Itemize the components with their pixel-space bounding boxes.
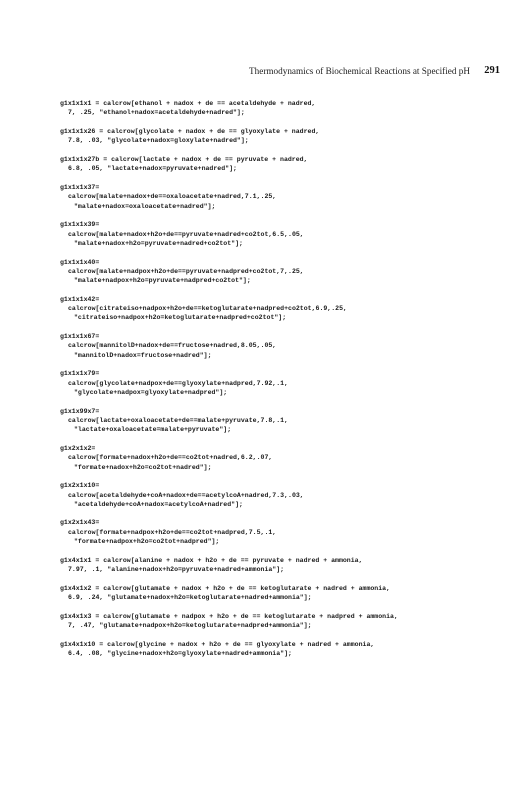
code-line: 7, .47, "glutamate+nadpox+h2o=ketoglutarate+nadpred+ammonia"]; [68, 622, 312, 630]
code-line: g1x4x1x10 = calcrow[glycine + nadox + h2o + de == glyoxylate + nadred + ammonia, [60, 640, 375, 648]
code-line: g1x2x1x10= [60, 482, 100, 490]
code-line: calcrow[malate+nadox+h2o+de==pyruvate+nadred+co2tot,6.5,.05, [68, 230, 304, 238]
code-line: g1x2x1x2= [60, 444, 96, 452]
code-line: 6.8, .05, "lactate+nadox=pyruvate+nadred"]; [68, 165, 237, 173]
code-line: calcrow[malate+nadox+de==oxaloacetate+nadred,7.1,.25, [68, 193, 277, 201]
code-block [60, 444, 490, 472]
code-block [60, 99, 490, 118]
code-line: "acetaldehyde+coA+nadox=acetylcoA+nadred"]; [74, 500, 243, 508]
code-line: 7.97, .1, "alanine+nadox+h2o=pyruvate+nadred+ammonia"]; [68, 566, 285, 574]
code-line: g1x1x1x27b = calcrow[lactate + nadox + de == pyruvate + nadred, [60, 155, 308, 163]
code-block [60, 612, 490, 631]
code-line: calcrow[malate+nadpox+h2o+de==pyruvate+nadpred+co2tot,7,.25, [68, 267, 304, 275]
code-block [60, 369, 490, 397]
code-block [60, 295, 490, 323]
code-line: calcrow[glycolate+nadpox+de==glyoxylate+nadpred,7.92,.1, [68, 379, 289, 387]
code-line: g1x4x1x3 = calcrow[glutamate + nadpox + h2o + de == ketoglutarate + nadpred + ammonia, [60, 612, 398, 620]
code-line: g1x1x1x26 = calcrow[glycolate + nadox + de == glyoxylate + nadred, [60, 127, 320, 135]
code-line: g1x1x1x42= [60, 295, 100, 303]
code-line: "malate+nadox+h2o=pyruvate+nadred+co2tot"]; [74, 239, 243, 247]
code-line: "formate+nadox+h2o=co2tot+nadred"]; [74, 463, 212, 471]
code-block [60, 258, 490, 286]
code-line: calcrow[formate+nadpox+h2o+de==co2tot+nadpred,7.5,.1, [68, 528, 277, 536]
code-block [60, 220, 490, 248]
code-line: "formate+nadpox+h2o=co2tot+nadpred"]; [74, 538, 220, 546]
code-line: "citrateiso+nadpox+h2o=ketoglutarate+nadpred+co2tot"]; [74, 314, 287, 322]
code-block [60, 518, 490, 546]
code-block [60, 584, 490, 603]
code-listing [60, 99, 490, 668]
code-line: "lactate+oxaloacetate=malate+pyruvate"]; [74, 426, 232, 434]
code-block [60, 640, 490, 659]
code-line: g1x1x1x39= [60, 221, 100, 229]
page-header [0, 66, 532, 80]
code-block [60, 127, 490, 146]
code-line: calcrow[formate+nadox+h2o+de==co2tot+nadred,6.2,.07, [68, 454, 273, 462]
code-block [60, 481, 490, 509]
code-line: 7, .25, "ethanol+nadox=acetaldehyde+nadred"]; [68, 109, 245, 117]
code-line: "malate+nadox=oxaloacetate+nadred"]; [74, 202, 216, 210]
code-block [60, 155, 490, 174]
code-line: g1x1x1x67= [60, 333, 100, 341]
code-line: g1x1x1x37= [60, 183, 100, 191]
code-line: g1x1x99x7= [60, 407, 100, 415]
code-block [60, 332, 490, 360]
page-number: 291 [484, 65, 500, 76]
code-line: g1x2x1x43= [60, 519, 100, 527]
code-block [60, 183, 490, 211]
code-line: "malate+nadpox+h2o=pyruvate+nadpred+co2tot"]; [74, 277, 251, 285]
code-line: calcrow[mannitolD+nadox+de==fructose+nadred,8.05,.05, [68, 342, 277, 350]
code-line: g1x4x1x1 = calcrow[alanine + nadox + h2o + de == pyruvate + nadred + ammonia, [60, 556, 363, 564]
code-line: calcrow[citrateiso+nadpox+h2o+de==ketoglutarate+nadpred+co2tot,6.9,.25, [68, 305, 347, 313]
code-line: calcrow[lactate+oxaloacetate+de==malate+pyruvate,7.8,.1, [68, 416, 289, 424]
code-line: "glycolate+nadpox=glyoxylate+nadpred"]; [74, 388, 228, 396]
code-line: g1x1x1x40= [60, 258, 100, 266]
code-block [60, 556, 490, 575]
code-line: g1x1x1x79= [60, 370, 100, 378]
code-line: "mannitolD+nadox=fructose+nadred"]; [74, 351, 212, 359]
code-block [60, 407, 490, 435]
code-line: g1x4x1x2 = calcrow[glutamate + nadox + h2o + de == ketoglutarate + nadred + ammonia, [60, 584, 391, 592]
code-line: calcrow[acetaldehyde+coA+nadox+de==acetylcoA+nadred,7.3,.03, [68, 491, 304, 499]
code-line: 6.9, .24, "glutamate+nadox+h2o=ketoglutarate+nadred+ammonia"]; [68, 594, 312, 602]
code-line: 7.8, .03, "glycolate+nadox=gloxylate+nadred"]; [68, 137, 249, 145]
code-line: g1x1x1x1 = calcrow[ethanol + nadox + de == acetaldehyde + nadred, [60, 100, 316, 107]
running-title: Thermodynamics of Biochemical Reactions at Specified pH [249, 66, 470, 76]
code-line: 6.4, .08, "glycine+nadox+h2o=glyoxylate+nadred+ammonia"]; [68, 650, 292, 658]
